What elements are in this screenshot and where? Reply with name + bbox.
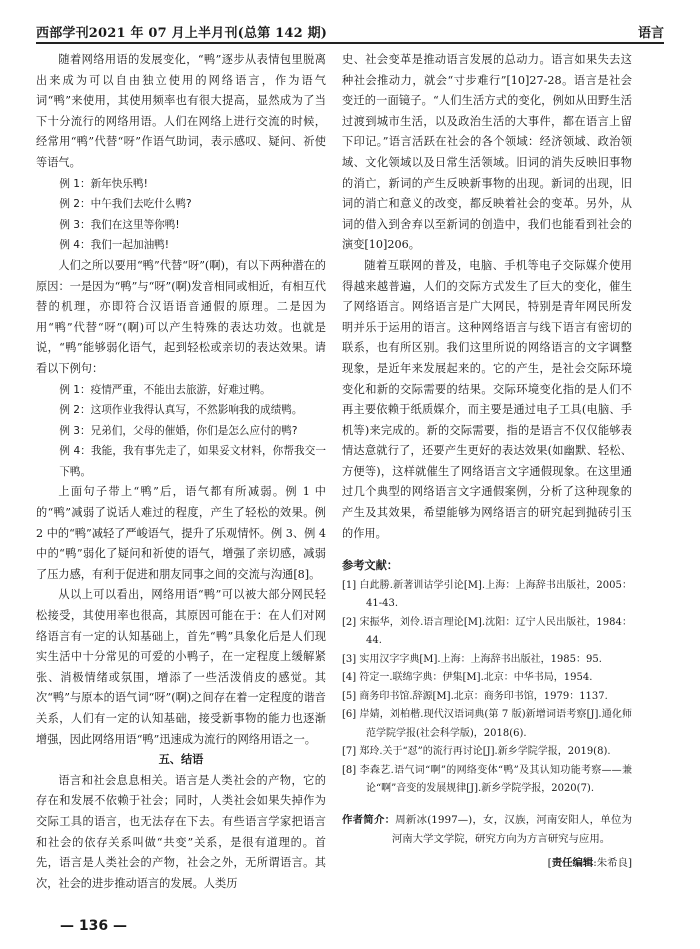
- reference-item: [4] 符定一.联绵字典：伊集[M].北京：中华书局，1954.: [342, 672, 593, 684]
- page-number: — 136 —: [60, 918, 127, 934]
- section-label: 语言: [637, 26, 664, 41]
- paragraph: 随着网络用语的发展变化，“鸭”逐步从表情包里脱离出来成为可以自由独立使用的网络语言，作为语气词“鸭”来使用，其使用频率也有很大提高，显然成为了当下十分流行的网络用语。人们在网络上进行交流的时候，经常用“鸭”代替“呀”作语气助词，表示感叹、疑问、祈使等语气。: [36, 53, 326, 169]
- page-header: [36, 18, 664, 42]
- spacer: [342, 544, 632, 552]
- reference-item: [5] 商务印书馆.辞源[M].北京：商务印书馆，1979：1137.: [342, 690, 608, 702]
- paragraph: 史、社会变革是推动语言发展的总动力。语言如果失去这种社会推动力，就会“寸步难行”[10]27-28。语言是社会变迁的一面镜子。“人们生活方式的变化，例如从田野生活过渡到城市生活，以及政治生活的大事件，都在语言上留下印记。”语言活跃在社会的各个领域：经济领域、政治领域、文化领域以及日常生活领域。旧词的消失反映旧事物的消亡，新词的产生反映新事物的出现。新词的出现，旧词的消亡和意义的改变，都反映着社会的变革。另外，从词的借入到舍弃以至新词的创造中，我们也能看到社会的演变[10]206。: [342, 53, 632, 252]
- editor-name: 朱希良: [596, 856, 628, 869]
- paragraph: 人们之所以要用“鸭”代替“呀”(啊)，有以下两种潜在的原因：一是因为“鸭”与“呀”(啊)发音相同或相近，有相互代替的机理，亦即符合汉语语音通假的原理。二是因为用“鸭”代替“呀”(啊)可以产生特殊的表达功效。也就是说，“鸭”能够弱化语气，起到轻松或亲切的表达效果。请看以下例句：: [36, 258, 326, 375]
- references-heading: 参考文献：: [342, 559, 398, 573]
- right-column: [342, 50, 632, 873]
- reference-item: [7] 郑玲.关于“怼”的流行再讨论[J].新乡学院学报，2019(8).: [342, 746, 611, 758]
- reference-item: [6] 岸婧，刘柏楷.现代汉语词典(第 7 版)新增词语考察[J].通化师范学院学报(社会科学版)，2018(6).: [342, 709, 632, 739]
- example-line: 例 3：我们在这里等你鸭!: [59, 218, 180, 231]
- reference-item: [1] 白此勝.新著训诂学引论[M].上海：上海辞书出版社，2005：41-43.: [342, 579, 632, 610]
- example-line: 例 3：兄弟们，父母的催婚，你们是怎么应付的鸭?: [59, 424, 298, 437]
- reference-item: [3] 实用汉字字典[M].上海：上海辞书出版社，1985：95.: [342, 653, 602, 665]
- author-bio: [342, 811, 632, 849]
- reference-item: [8] 李森艺.语气词“啊”的网络变体“鸭”及其认知功能考察——兼论“啊”音变的发展规律[J].新乡学院学报，2020(7).: [342, 764, 632, 795]
- left-column: [36, 50, 326, 894]
- editor-label: 责任编辑: [551, 856, 594, 869]
- example-line: 例 4：我们一起加油鸭!: [59, 239, 170, 252]
- journal-title: 西部学刊2021 年 07 月上半月刊(总第 142 期): [36, 26, 328, 41]
- section-heading: 五、结语: [158, 753, 204, 767]
- example-line: 例 1：疫情严重，不能出去旅游，好难过鸭。: [59, 383, 271, 396]
- author-label: 作者简介：: [342, 813, 396, 826]
- paragraph: 语言和社会息息相关。语言是人类社会的产物，它的存在和发展不依赖于社会；同时，人类社会如果失掉作为交际工具的语言，也无法存在下去。有些语言学家把语言和社会的依存关系叫做“共变”关系，是很有道理的。首先，语言是人类社会的产物，社会之外，无所谓语言。其次，社会的进步推动语言的发展。人类历: [36, 773, 326, 890]
- example-line: 例 2：中午我们去吃什么鸭?: [59, 198, 192, 211]
- example-line: 例 1：新年快乐鸭!: [59, 177, 148, 190]
- example-line: 例 4：我能，我有事先走了，如果妥文材料，你帮我交一下鸭。: [59, 445, 326, 478]
- header-rule: [36, 42, 664, 44]
- editor-credit: [责任编辑:朱希良]: [547, 856, 632, 869]
- paragraph: 随着互联网的普及，电脑、手机等电子交际媒介使用得越来越普遍，人们的交际方式发生了巨大的变化，催生了网络语言。网络语言是广大网民，特别是青年网民所发明并乐于运用的语言。这种网络语言与线下语言有密切的联系，也有所区别。我们这里所说的网络语言的文字调整现象，是近年来发展起来的。它的产生，是社会交际环境变化和新的交际需要的结果。交际环境变化指的是人们不再主要依赖于纸质媒介，而主要是通过电子工具(电脑、手机等)来完成的。新的交际需要，指的是语言不仅仅能够表情达意就行了，还要产生更好的表达效果(如幽默、轻松、方便等)，这样就催生了网络语言文字通假现象。在这里通过几个典型的网络语言文字通假案例，分析了这种现象的产生及其效果，希望能够为网络语言的研究起到抛砖引玉的作用。: [342, 258, 632, 540]
- paragraph: 从以上可以看出，网络用语“鸭”可以被大部分网民轻松接受，其使用率也很高，其原因可能在于：在人们对网络语言有一定的认知基础上，首先“鸭”具象化后是人们现实生活中十分常见的可爱的小鸭子，在一定程度上缓解紧张、消极情绪或氛围，增添了一些活泼俏皮的感觉。其次“鸭”与原本的语气词“呀”(啊)之间存在着一定程度的谐音关系，人们有一定的认知基础，接受新事物的能力也逐渐增强，因此网络用语“鸭”迅速成为流行的网络用语之一。: [36, 588, 326, 746]
- example-line: 例 2：这项作业我得认真写，不然影响我的成绩鸭。: [59, 404, 303, 417]
- paragraph: 上面句子带上“鸭”后，语气都有所减弱。例 1 中的“鸭”减弱了说话人难过的程度，产生了轻松的效果。例 2 中的“鸭”减轻了严峻语气，提升了乐观情怀。例 3、例 4 中的“鸭”弱化了疑问和祈使的语气，增强了亲切感，减弱了压力感，有利于促进和朋友同事之间的交流与沟通[8]。: [36, 485, 326, 581]
- author-text: 周新冰(1997—)，女，汉族，河南安阳人，单位为河南大学文学院，研究方向为方言研究与应用。: [391, 813, 632, 845]
- reference-item: [2] 宋振华，刘伶.语言理论[M].沈阳：辽宁人民出版社，1984：44.: [342, 616, 632, 647]
